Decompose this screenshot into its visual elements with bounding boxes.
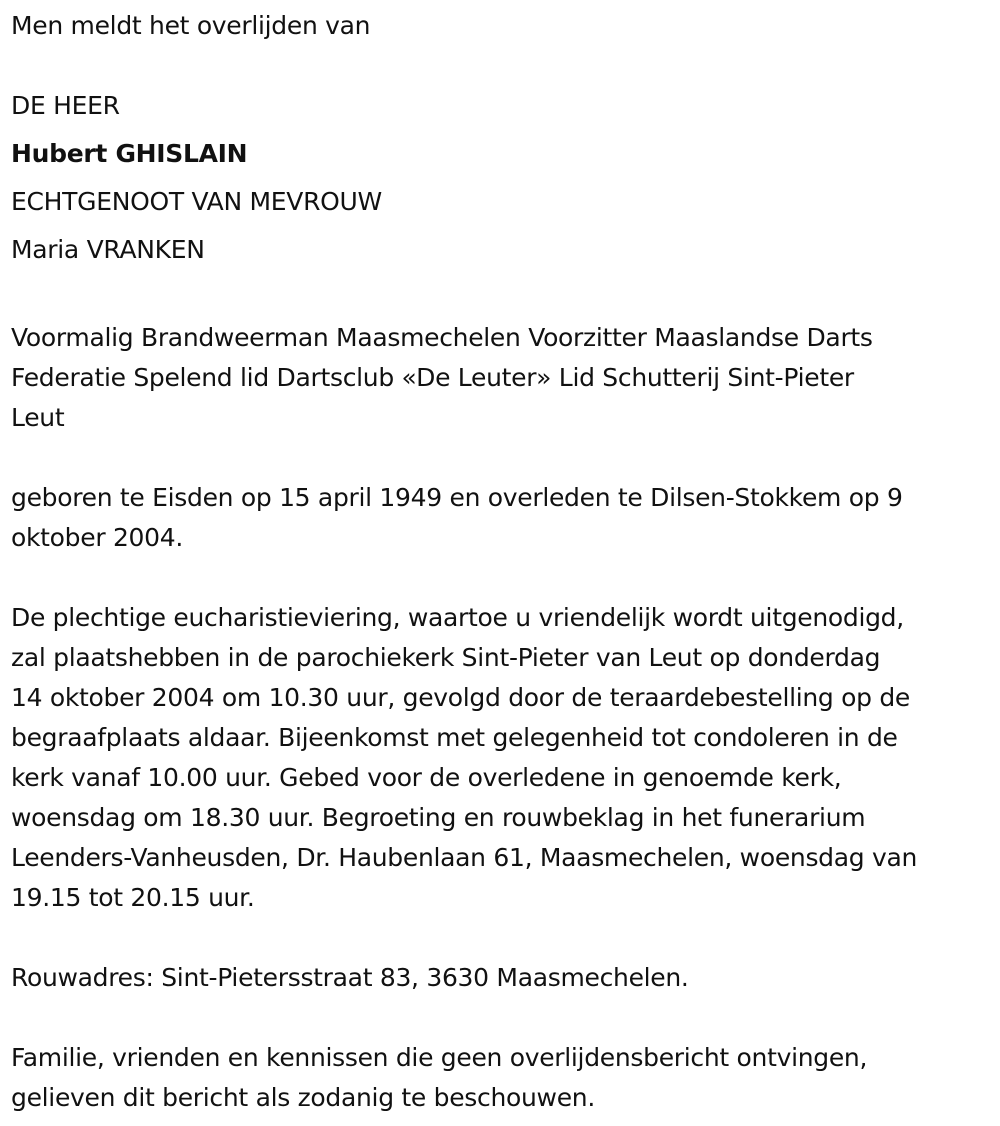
birth-death-line: oktober 2004. (11, 523, 184, 552)
closing-line: gelieven dit bericht als zodanig te beschouwen. (11, 1083, 595, 1112)
spacer (11, 918, 990, 958)
mourning-address: Rouwadres: Sint-Pietersstraat 83, 3630 Maasmechelen. (11, 963, 689, 992)
ceremony-paragraph (11, 598, 990, 918)
intro-text: Men meldt het overlijden van (11, 11, 371, 40)
ceremony-line: Leenders-Vanheusden, Dr. Haubenlaan 61, Maasmechelen, woensdag van (11, 843, 918, 872)
spacer (11, 998, 990, 1038)
ceremony-line: woensdag om 18.30 uur. Begroeting en rouwbeklag in het funerarium (11, 803, 866, 832)
biography-paragraph (11, 318, 990, 438)
spacer (11, 438, 990, 478)
deceased-name: Hubert GHISLAIN (11, 139, 248, 168)
spacer (11, 46, 990, 86)
spouse-relation: ECHTGENOOT VAN MEVROUW (11, 187, 382, 216)
ceremony-line: zal plaatshebben in de parochiekerk Sint-Pieter van Leut op donderdag (11, 643, 881, 672)
ceremony-line: begraafplaats aldaar. Bijeenkomst met gelegenheid tot condoleren in de (11, 723, 898, 752)
spacer (11, 278, 990, 318)
ceremony-line: 19.15 tot 20.15 uur. (11, 883, 255, 912)
spouse-name: Maria VRANKEN (11, 235, 205, 264)
ceremony-line: De plechtige eucharistieviering, waartoe u vriendelijk wordt uitgenodigd, (11, 603, 904, 632)
birth-death-paragraph (11, 478, 990, 558)
closing-paragraph (11, 1038, 990, 1118)
closing-line: Familie, vrienden en kennissen die geen overlijdensbericht ontvingen, (11, 1043, 868, 1072)
birth-death-line: geboren te Eisden op 15 april 1949 en overleden te Dilsen-Stokkem op 9 (11, 483, 903, 512)
spacer (11, 558, 990, 598)
biography-line: Federatie Spelend lid Dartsclub «De Leuter» Lid Schutterij Sint-Pieter (11, 363, 854, 392)
honorific: DE HEER (11, 91, 120, 120)
biography-line: Leut (11, 403, 65, 432)
ceremony-line: kerk vanaf 10.00 uur. Gebed voor de overledene in genoemde kerk, (11, 763, 842, 792)
ceremony-line: 14 oktober 2004 om 10.30 uur, gevolgd door de teraardebestelling op de (11, 683, 911, 712)
biography-line: Voormalig Brandweerman Maasmechelen Voorzitter Maaslandse Darts (11, 323, 873, 352)
